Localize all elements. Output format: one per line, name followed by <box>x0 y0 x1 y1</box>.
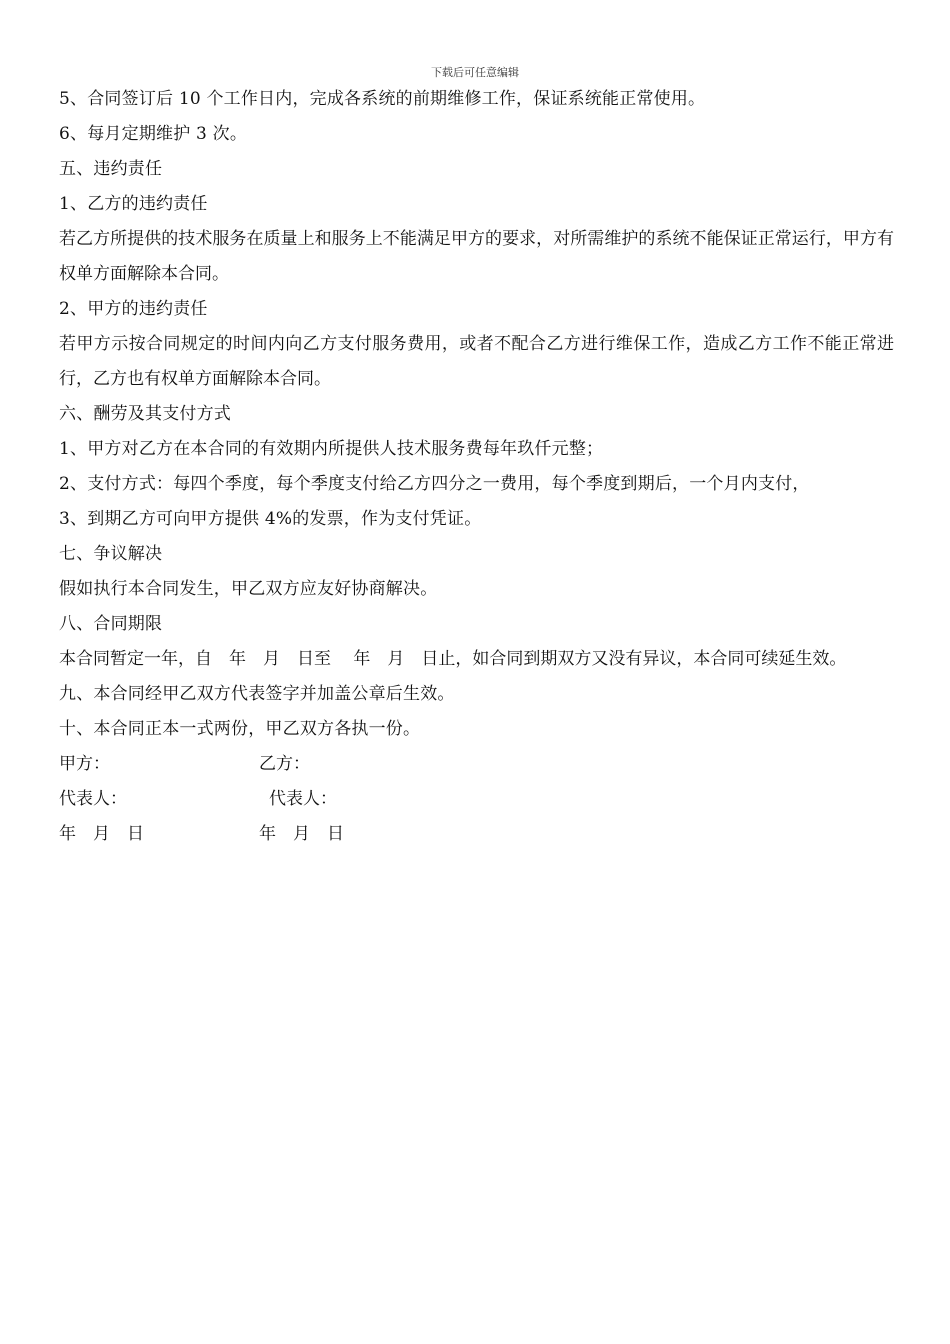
clause-5-1-heading: 1、乙方的违约责任 <box>59 194 208 214</box>
clause-5-2-heading: 2、甲方的违约责任 <box>59 299 208 319</box>
date-row <box>59 817 894 852</box>
rep-a-label: 代表人： <box>59 789 127 809</box>
clause-4-5: 5、合同签订后 10 个工作日内，完成各系统的前期维修工作，保证系统能正常使用。 <box>59 89 706 109</box>
section-9-text: 九、本合同经甲乙双方代表签字并加盖公章后生效。 <box>59 684 455 704</box>
section-10-text: 十、本合同正本一式两份，甲乙双方各执一份。 <box>59 719 421 739</box>
representative-row <box>59 782 894 817</box>
page-header: 下载后可任意编辑 <box>431 66 519 79</box>
party-row <box>59 747 894 782</box>
clause-6-3: 3、到期乙方可向甲方提供 4%的发票，作为支付凭证。 <box>59 509 482 529</box>
clause-7-text: 假如执行本合同发生，甲乙双方应友好协商解决。 <box>59 579 438 599</box>
rep-b-label: 代表人： <box>269 789 337 809</box>
clause-4-6: 6、每月定期维护 3 次。 <box>59 124 248 144</box>
date-b: 年 月 日 <box>259 824 344 844</box>
party-a-label: 甲方： <box>59 754 110 774</box>
section-8-heading: 八、合同期限 <box>59 614 163 634</box>
section-5-heading: 五、违约责任 <box>59 159 163 179</box>
section-6-heading: 六、酬劳及其支付方式 <box>59 404 231 424</box>
clause-6-2: 2、支付方式：每四个季度，每个季度支付给乙方四分之一费用，每个季度到期后，一个月内支付， <box>59 474 810 494</box>
contract-body <box>59 82 894 852</box>
date-a: 年 月 日 <box>59 824 144 844</box>
clause-5-1-text: 若乙方所提供的技术服务在质量上和服务上不能满足甲方的要求，对所需维护的系统不能保证正常运行，甲方有权单方面解除本合同。 <box>59 229 894 284</box>
section-7-heading: 七、争议解决 <box>59 544 163 564</box>
clause-6-1: 1、甲方对乙方在本合同的有效期内所提供人技术服务费每年玖仟元整； <box>59 439 604 459</box>
party-b-label: 乙方： <box>259 754 310 774</box>
clause-8-text: 本合同暂定一年，自 年 月 日至 年 月 日止，如合同到期双方又没有异议，本合同可续延生效。 <box>59 649 847 669</box>
clause-5-2-text: 若甲方示按合同规定的时间内向乙方支付服务费用，或者不配合乙方进行维保工作，造成乙方工作不能正常进行，乙方也有权单方面解除本合同。 <box>59 334 894 389</box>
